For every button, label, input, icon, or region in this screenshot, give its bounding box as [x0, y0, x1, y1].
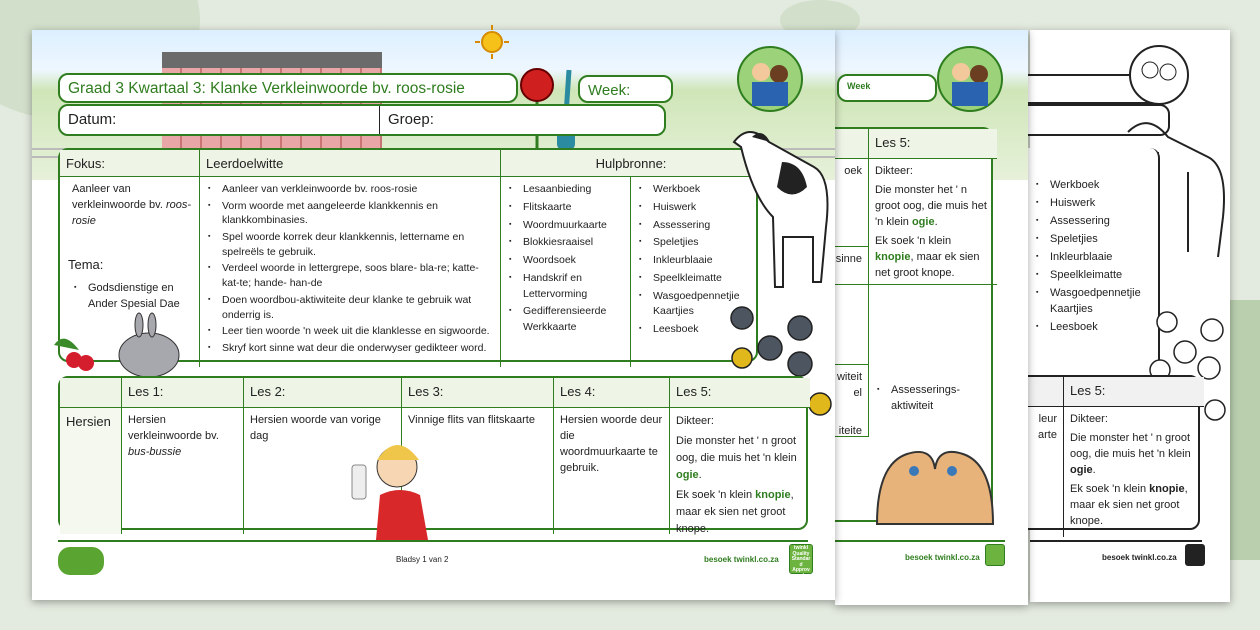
website-link[interactable]: besoek twinkl.co.za: [704, 555, 779, 564]
lessons-table: [815, 127, 993, 522]
dikteer-sentence-1: [676, 433, 804, 484]
partial-text: witeit: [836, 371, 862, 383]
dikteer-sentence-2: [875, 234, 991, 282]
les3-header: Les 3:: [402, 378, 554, 408]
fokus-text: [72, 182, 193, 230]
text: , maar ek sien net groot knope.: [875, 250, 980, 279]
text: .: [698, 469, 702, 482]
partial-text: sinne: [835, 253, 862, 265]
footer-divider: [835, 540, 1005, 542]
list-item: ▪ Aanleer van verkleinwoorde bv. roos-rosie: [206, 182, 494, 197]
les2-cell: Hersien woorde van vorige dag: [244, 408, 402, 534]
badge-text: twinkl Quality Standard Approved: [791, 545, 811, 579]
tema-label: Tema:: [68, 256, 104, 272]
dikteer-sentence-1: [875, 183, 991, 231]
list-item: ▪ Speelkleimatte: [1034, 268, 1144, 284]
worksheet-page-1: [32, 30, 835, 600]
lessons-table: [1010, 375, 1200, 530]
highlight-word: knopie: [755, 489, 791, 502]
les5-cell: [869, 159, 997, 285]
text: Die monster het ' n groot oog, die muis het 'n klein: [676, 435, 797, 465]
list-item: ▪ Gedifferensieerde Werkkaarte: [507, 304, 624, 336]
boy-washing-hands-illustration: [352, 435, 442, 540]
text: Ek soek 'n klein: [875, 234, 952, 247]
leerdoelwitte-header: Leerdoelwitte: [200, 150, 501, 177]
list-item: ▪ Wasgoedpennetjie Kaartjies: [1034, 286, 1144, 318]
datum-field[interactable]: [60, 106, 380, 134]
list-item: ▪ Speletjies: [637, 235, 755, 251]
partial-text: arte: [1038, 428, 1057, 441]
list-item: ▪ Wasgoedpennetjie Kaartjies: [637, 289, 755, 321]
highlight-word: knopie: [875, 250, 911, 263]
text: , maar ek sien net groot knope.: [676, 489, 794, 536]
resources-table: [1010, 148, 1160, 388]
list-item: ▪ Vorm woorde met aangeleerde klankkennis en klankkombinasies.: [206, 199, 494, 228]
quality-badge-icon: [789, 544, 813, 579]
website-link[interactable]: besoek twinkl.co.za: [1102, 553, 1177, 562]
list-item: ▪ Woordmuurkaarte: [507, 218, 624, 234]
hersien-label: Hersien: [60, 408, 122, 534]
hulpbronne-header: Hulpbronne:: [501, 150, 761, 177]
list-item: ▪ Lesaanbieding: [507, 182, 624, 198]
text: roos-rosie: [72, 198, 192, 227]
rabbit-illustration: [44, 315, 184, 375]
title-box: [58, 73, 518, 103]
dikteer-sentence-1: [1070, 431, 1198, 479]
website-link[interactable]: besoek twinkl.co.za: [905, 553, 980, 562]
highlight-word: ogie: [911, 215, 935, 228]
list-item: ▪ Assessering: [1034, 214, 1144, 230]
les4-header: Les 4:: [554, 378, 670, 408]
dikteer-sentence-2: [676, 487, 804, 538]
hulpbronne-left-cell: [501, 177, 631, 367]
partial-text: leur: [1038, 413, 1057, 425]
fokus-header: Fokus:: [60, 150, 200, 177]
list-item: ▪ Handskrif en Lettervorming: [507, 271, 624, 303]
les5-cell: [1064, 407, 1204, 537]
hulpbronne-list: [1034, 178, 1144, 337]
dikteer-label: Dikteer:: [875, 165, 913, 177]
list-item: ▪ Assesserings-aktiwiteit: [875, 383, 991, 415]
highlight-word: knopie: [1149, 482, 1185, 495]
les5-cell: [670, 408, 810, 534]
partial-text: oek: [844, 165, 862, 177]
avatar-circle-outline: [1128, 44, 1190, 106]
hands-binoculars-illustration: [872, 439, 995, 524]
list-item: ▪ Spel woorde korrek deur klankkennis, lettername en spelreëls te gebruik.: [206, 230, 494, 259]
children-avatar: [935, 44, 1005, 114]
highlight-word: ogie: [1070, 463, 1093, 476]
text: .: [934, 215, 938, 228]
quality-badge-icon: [985, 544, 1005, 566]
partial-text: el: [853, 386, 862, 399]
worksheet-page-2: [835, 30, 1028, 605]
footer-divider: [1030, 540, 1202, 542]
list-item: ▪ Verdeel woorde in lettergrepe, soos blare- bla-re; katte- kat-te; hande- han-de: [206, 261, 494, 290]
les2-header: Les 2:: [244, 378, 402, 408]
leerdoelwitte-list: [206, 182, 494, 356]
les3-cell: Vinnige flits van flitskaarte: [402, 408, 554, 534]
children-avatar: [735, 44, 805, 114]
footer-divider: [58, 540, 808, 542]
list-item: ▪ Blokkiesraaisel: [507, 235, 624, 251]
datum-groep-box: [58, 104, 666, 136]
text: Aanleer van verkleinwoorde bv.: [72, 183, 166, 211]
cow-illustration: [722, 112, 835, 287]
sun-icon: [474, 24, 510, 60]
groep-label: Groep:: [388, 111, 434, 128]
leerdoelwitte-cell: [200, 177, 501, 367]
list-item: ▪ Woordsoek: [507, 253, 624, 269]
les5-header: Les 5:: [670, 378, 810, 408]
list-item: ▪ Leesboek: [637, 322, 755, 338]
list-item: ▪ Inkleurblaaie: [1034, 250, 1144, 266]
page-title: Graad 3 Kwartaal 3: Klanke Verkleinwoorde bv. roos-rosie: [68, 80, 465, 97]
list-item: ▪ Assessering: [637, 218, 755, 234]
les5-header: Les 5:: [1064, 377, 1204, 407]
datum-label: Datum:: [68, 111, 117, 128]
twinkl-phonics-logo: [58, 547, 104, 575]
worksheet-page-3: [1030, 30, 1230, 602]
text: Hersien verkleinwoorde bv.: [128, 414, 219, 442]
dikteer-label: Dikteer:: [1070, 413, 1108, 425]
list-item: ▪ Skryf kort sinne wat deur die onderwyser gedikteer word.: [206, 341, 494, 356]
list-item: ▪ Huiswerk: [1034, 196, 1144, 212]
week-box: [837, 74, 937, 102]
text: bus-bussie: [128, 445, 182, 458]
text: Ek soek 'n klein: [1070, 482, 1150, 495]
text: Ek soek 'n klein: [676, 489, 756, 502]
hulpbronne-list: [507, 182, 624, 336]
list-item: ▪ Werkboek: [637, 182, 755, 198]
list-item: ▪ Werkboek: [1034, 178, 1144, 194]
text: , maar ek sien net groot knope.: [1070, 482, 1188, 527]
list-item: ▪ Godsdienstige en Ander Spesial Dae: [72, 281, 193, 313]
les4-cell: Hersien woorde deur die woordmuurkaarte te gebruik.: [554, 408, 670, 534]
list-item: ▪ Inkleurblaaie: [637, 253, 755, 269]
list-item: ▪ Speelkleimatte: [637, 271, 755, 287]
list-item: ▪ Leer tien woorde 'n week uit die klanklesse en sigwoorde.: [206, 324, 494, 339]
list-item: ▪ Leesboek: [1034, 320, 1144, 336]
text: Die monster het ' n groot oog, die muis het 'n klein: [875, 183, 987, 228]
text: .: [1092, 463, 1096, 476]
quality-badge-icon: [1185, 544, 1205, 566]
les5-header: Les 5:: [869, 129, 997, 159]
week-label: Week:: [588, 82, 631, 99]
dikteer-sentence-2: [1070, 482, 1198, 530]
dikteer-label: Dikteer:: [676, 415, 714, 427]
list-item: ▪ Huiswerk: [637, 200, 755, 216]
week-field[interactable]: [578, 75, 673, 103]
les1-header: Les 1:: [122, 378, 244, 408]
page-number: Bladsy 1 van 2: [396, 555, 449, 564]
row-label-header: [60, 378, 122, 408]
list-item: ▪ Doen woordbou-aktiwiteite deur klanke te gebruik wat onderrig is.: [206, 293, 494, 322]
text: Die monster het ' n groot oog, die muis het 'n klein: [1070, 431, 1191, 460]
highlight-word: ogie: [676, 469, 699, 482]
les1-cell: [122, 408, 244, 534]
list-item: ▪ Speletjies: [1034, 232, 1144, 248]
list-item: ▪ Flitskaarte: [507, 200, 624, 216]
partial-text: iteite: [838, 424, 862, 437]
groep-field[interactable]: [380, 106, 666, 134]
week-label: Week: [847, 81, 871, 91]
